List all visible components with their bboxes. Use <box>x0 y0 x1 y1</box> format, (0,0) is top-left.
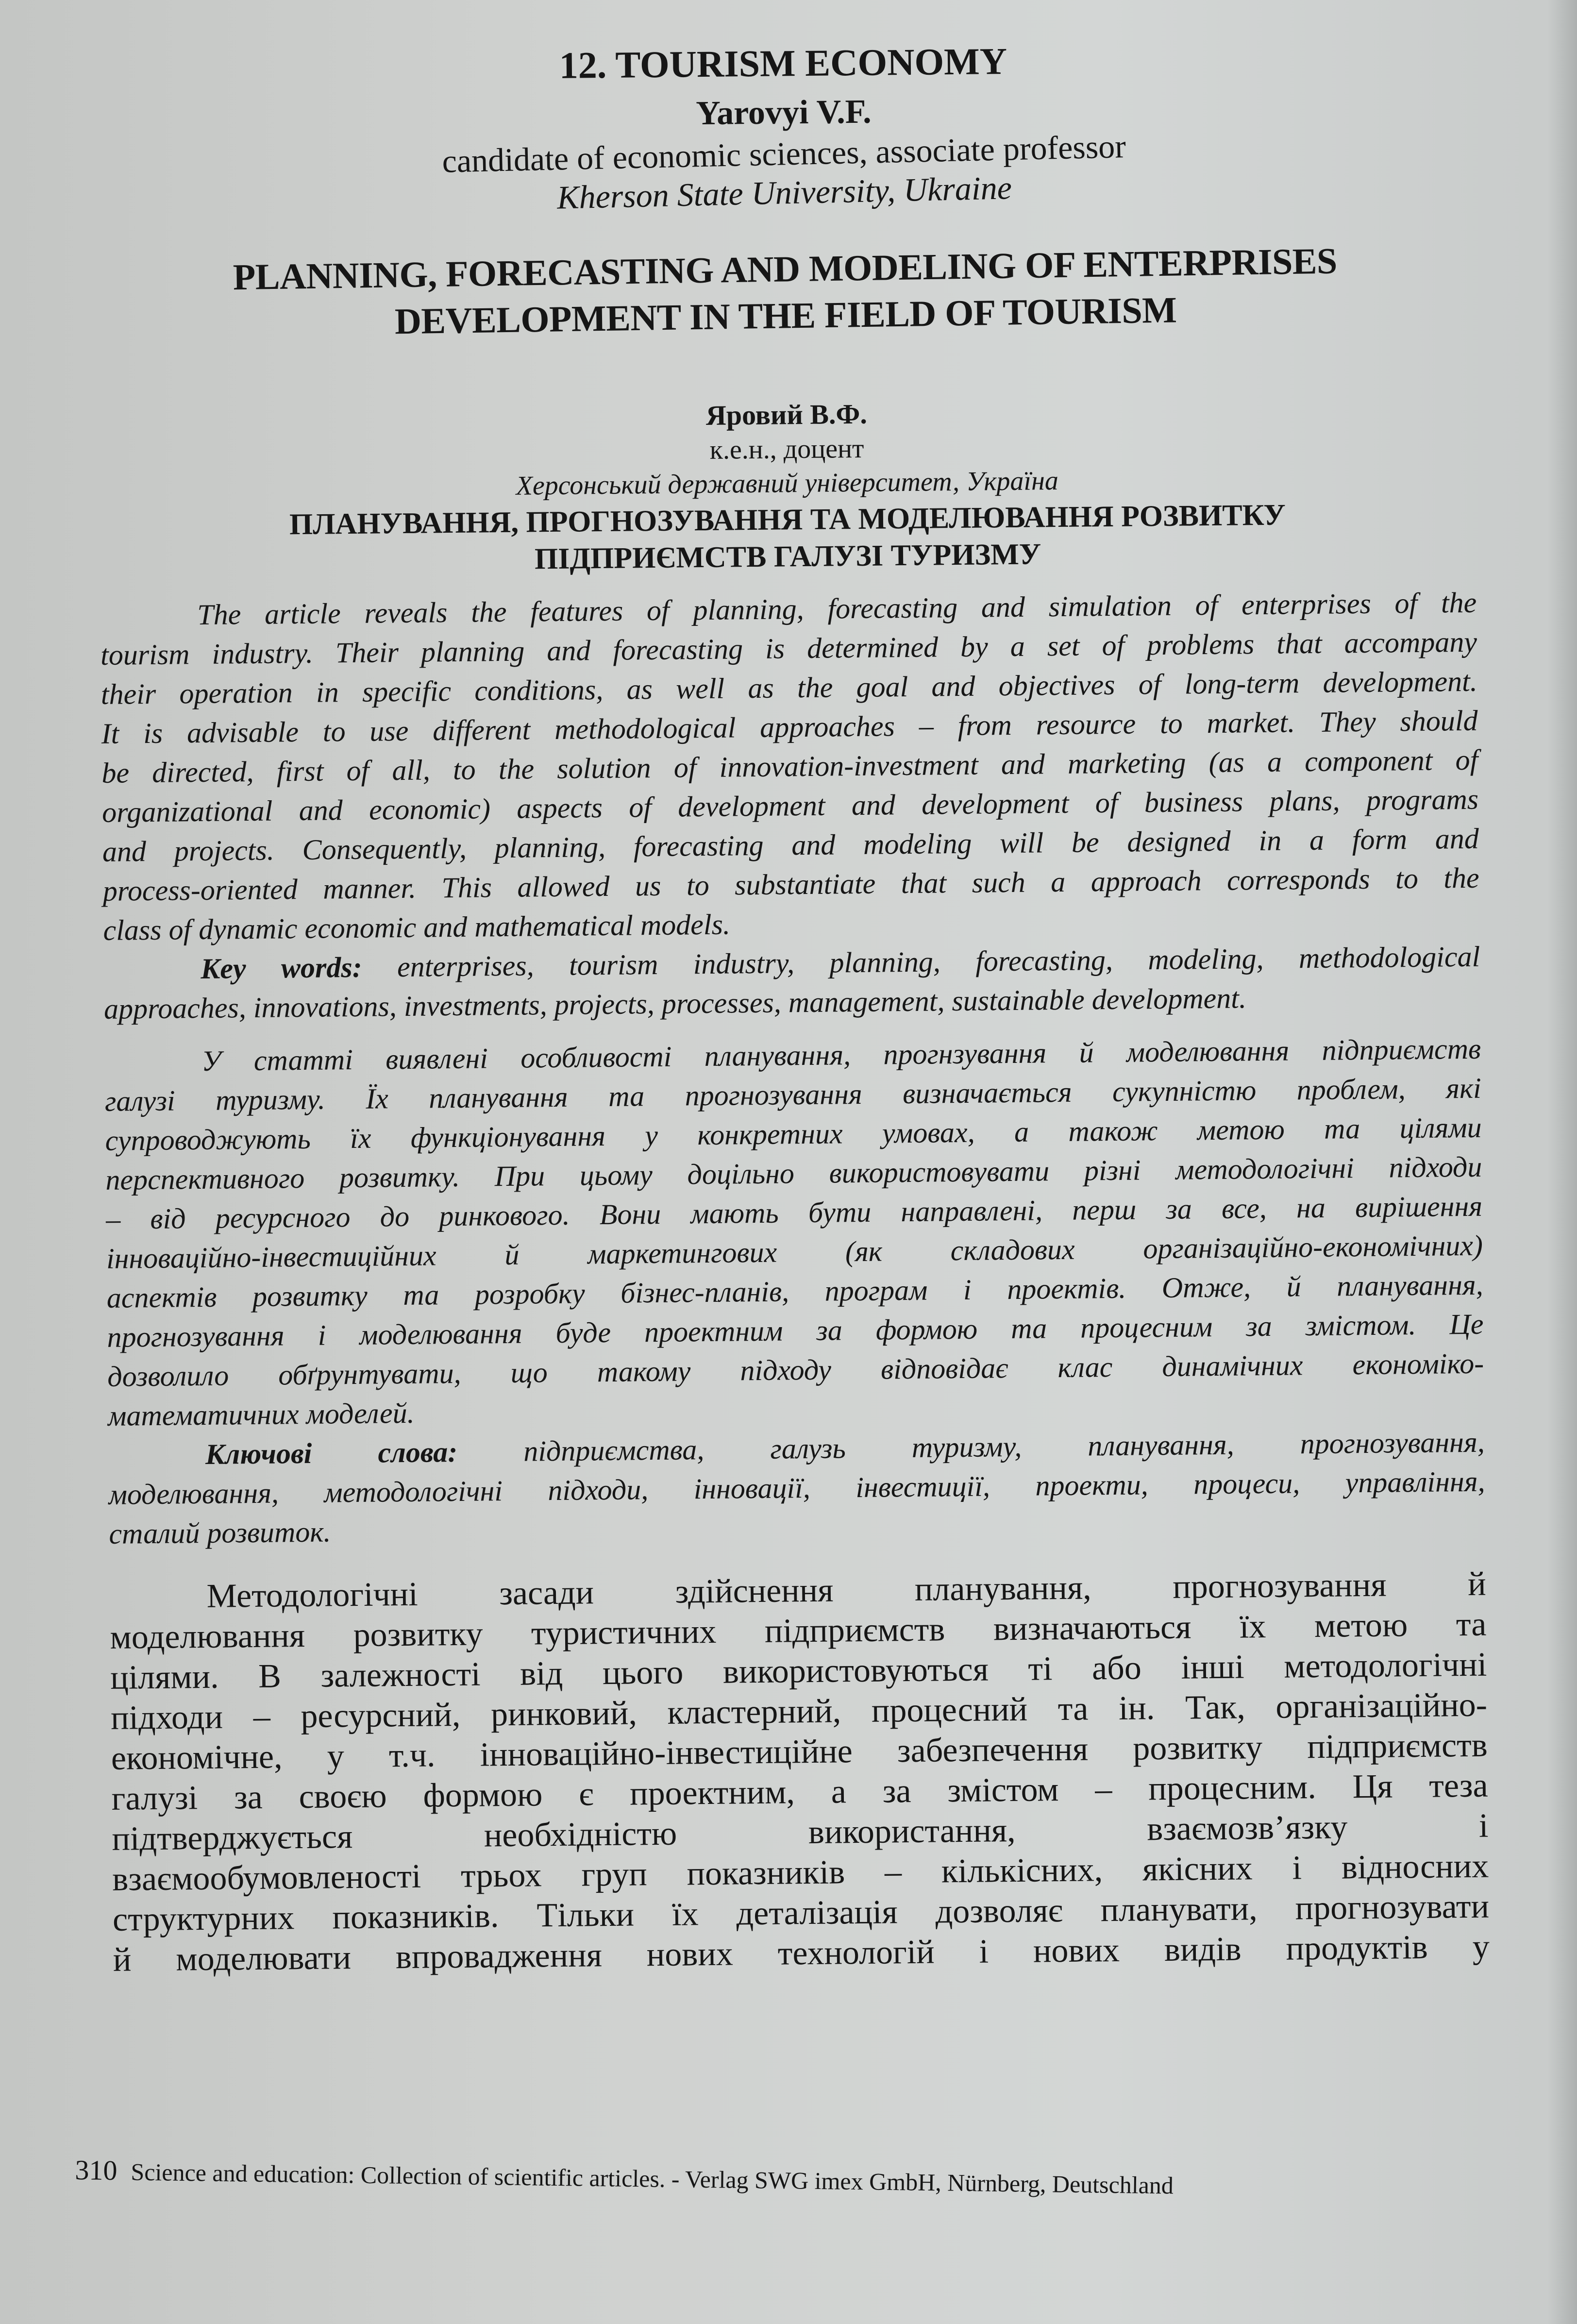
page-number: 310 <box>75 2154 117 2187</box>
body-line: галузі за своєю формою є проектним, а за змістом – процесним. Ця теза <box>111 1767 1488 1818</box>
abstract-en-line: class of dynamic economic and mathematical models. <box>103 908 731 946</box>
title-ua-line: ПЛАНУВАННЯ, ПРОГНОЗУВАННЯ ТА МОДЕЛЮВАННЯ РОЗВИТКУ <box>289 498 1286 541</box>
abstract-en-line: It is advisable to use different methodological approaches – from resource to market. They should <box>101 704 1478 750</box>
abstract-ua <box>104 1029 1485 1436</box>
body-line: цілями. В залежності від цього використовуються ті або інші методологічні <box>110 1646 1487 1697</box>
author-institution-ua: Херсонський державний університет, Україна <box>516 465 1059 501</box>
title-en-line: DEVELOPMENT IN THE FIELD OF TOURISM <box>394 289 1177 342</box>
abstract-en-line: be directed, first of all, to the solution of innovation-investment and marketing (as a component of <box>101 743 1478 789</box>
keywords-ua-text: підприємства, галузь туризму, планування, прогнозування, <box>457 1426 1485 1468</box>
keywords-ua-line: моделювання, методологічні підходи, інновації, інвестиції, проекти, процеси, управління, <box>108 1465 1485 1511</box>
body-line: економічне, у т.ч. інноваційно-інвестиційне забезпечення розвитку підприємств <box>111 1726 1488 1777</box>
body-line: підтверджується необхідністю використання, взаємозв’язку і <box>112 1807 1489 1858</box>
author-degree-ua: к.е.н., доцент <box>709 433 864 465</box>
body-line: взаємообумовленості трьох груп показників – кількісних, якісних і відносних <box>112 1847 1489 1898</box>
abstract-ua-line: У статті виявлені особливості планування, прогнзування й моделювання підприємств <box>201 1032 1481 1077</box>
keywords-ua-line: сталий розвиток. <box>109 1516 331 1550</box>
abstract-en-line: process-oriented manner. This allowed us to substantiate that such a approach corresponds to the <box>102 861 1479 907</box>
abstract-ua-line: математичних моделей. <box>107 1397 415 1432</box>
article-title-en <box>97 236 1475 349</box>
page-footer <box>75 2154 1435 2204</box>
abstract-en-line: their operation in specific conditions, as well as the goal and objectives of long-term development. <box>101 665 1478 710</box>
keywords-en-text: enterprises, tourism industry, planning, forecasting, modeling, methodological <box>362 940 1480 983</box>
abstract-en-line: and projects. Consequently, planning, forecasting and modeling will be designed in a form and <box>102 822 1479 868</box>
section-heading: 12. TOURISM ECONOMY <box>559 39 1007 86</box>
footer-citation: Science and education: Collection of scientific articles. - Verlag SWG imex GmbH, Nürnberg, Deutschland <box>131 2158 1174 2199</box>
body-paragraph <box>109 1564 1490 1980</box>
abstract-en <box>100 583 1480 950</box>
author-name-en: Yarovyi V.F. <box>695 93 872 133</box>
keywords-en-label: Key words: <box>200 951 362 985</box>
abstract-en-line: The article reveals the features of planning, forecasting and simulation of enterprises of the <box>197 586 1477 631</box>
abstract-ua-line: галузі туризму. Їх планування та прогнозування визначається сукупністю проблем, які <box>104 1072 1482 1117</box>
author-block-ua <box>98 391 1476 507</box>
body-line: Методологічні засади здійснення планування, прогнозування й <box>206 1565 1486 1615</box>
author-name-ua: Яровий В.Ф. <box>705 398 868 431</box>
abstract-ua-line: аспектів розвитку та розробку бізнес-планів, програм і проектів. Отже, й планування, <box>106 1268 1483 1314</box>
abstract-ua-line: перспективного розвитку. При цьому доцільно використовувати різні методологічні підходи <box>105 1150 1482 1196</box>
keywords-en-line: approaches, innovations, investments, projects, processes, management, sustainable development. <box>103 982 1247 1025</box>
abstract-ua-line: дозволило обґрунтувати, що такому підходу відповідає клас динамічних економіко- <box>107 1347 1484 1393</box>
author-degree-en: candidate of economic sciences, associate professor <box>441 128 1126 180</box>
abstract-ua-line: супроводжують їх функціонування у конкретних умовах, а також метою та цілями <box>105 1111 1482 1157</box>
author-block-en <box>95 85 1473 219</box>
page-content <box>95 31 1490 1980</box>
body-line: підходи – ресурсний, ринковий, кластерний, процесний та ін. Так, організаційно- <box>110 1686 1488 1737</box>
abstract-ua-line: – від ресурсного до ринкового. Вони мають бути направлені, перш за все, на вирішення <box>105 1190 1483 1235</box>
abstract-ua-line: інноваційно-інвестиційних й маркетингових (як складових організаційно-економічних) <box>106 1229 1483 1275</box>
title-ua-line: ПІДПРИЄМСТВ ГАЛУЗІ ТУРИЗМУ <box>534 538 1041 576</box>
author-institution-en: Kherson State University, Ukraine <box>556 169 1012 216</box>
keywords-ua-label: Ключові слова: <box>205 1435 458 1470</box>
abstract-en-line: organizational and economic) aspects of development and development of business plans, programs <box>101 783 1479 828</box>
body-line: структурних показників. Тільки їх деталізація дозволяє планувати, прогнозувати <box>112 1887 1490 1938</box>
abstract-en-line: tourism industry. Their planning and forecasting is determined by a set of problems that accompany <box>100 625 1477 671</box>
body-line: й моделювати впровадження нових технологій і нових видів продуктів у <box>113 1928 1490 1979</box>
title-en-line: PLANNING, FORECASTING AND MODELING OF ENTERPRISES <box>233 240 1338 298</box>
keywords-en <box>103 937 1480 1029</box>
article-title-ua <box>99 495 1476 582</box>
abstract-ua-line: прогнозування і моделювання буде проектним за формою та процесним за змістом. Це <box>107 1308 1484 1353</box>
body-line: моделювання розвитку туристичних підприємств визначаються їх метою та <box>110 1605 1487 1656</box>
keywords-ua <box>108 1423 1486 1554</box>
